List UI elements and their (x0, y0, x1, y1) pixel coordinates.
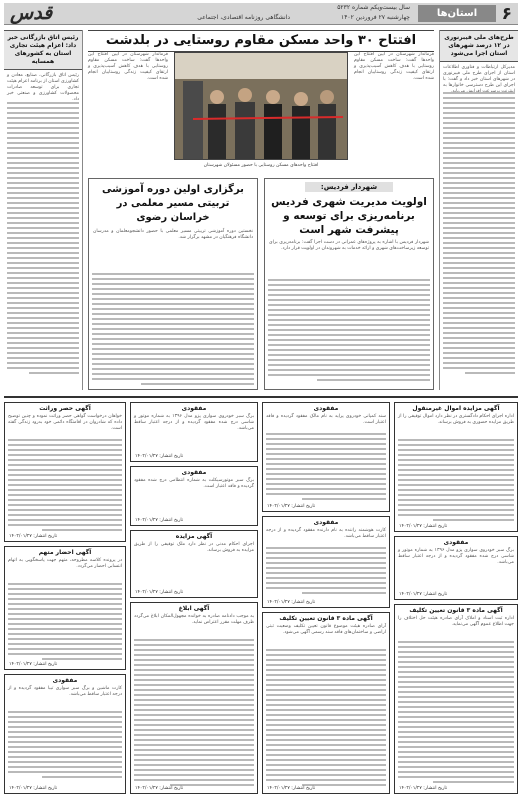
ad-2-date: تاریخ انتشار: ۱۴۰۲/۰۱/۲۷ (399, 592, 448, 597)
ad-13-body: کارت ماشین و برگ سبز سواری تیبا مفقود گردیده و از درجه اعتبار ساقط می‌باشد. (8, 686, 122, 697)
ad-11 (4, 402, 126, 542)
ad-6-body: آرای صادره هیئت موضوع قانون تعیین تکلیف وضعیت ثبتی اراضی و ساختمان‌های فاقد سند رسمی آگهی می‌شود. (266, 624, 386, 635)
main-article-body-left: فرماندار شهرستان در آیین افتتاح این واحدها گفت: ساخت مسکن مقاوم روستایی با هدف کاهش آسیب‌پذیری و ارتقای کیفیت زندگی روستاییان انجام شده است. (88, 52, 168, 81)
ad-1-title: آگهی مزایده اموال غیرمنقول (412, 405, 500, 412)
fardis-article (264, 178, 434, 390)
ad-11-title: آگهی حصر وراثت (39, 405, 91, 412)
khorasan-article (88, 178, 258, 390)
main-article-photo (174, 52, 348, 160)
ad-8-body: برگ سبز موتورسیکلت به شماره انتظامی درج شده مفقود گردیده و فاقد اعتبار است. (134, 478, 254, 489)
ad-12-date: تاریخ انتشار: ۱۴۰۲/۰۱/۲۷ (9, 662, 58, 667)
fardis-kicker: شهردار فردیس: (305, 182, 393, 192)
ad-4-body: سند کمپانی خودروی پراید به نام مالک مفقود گردیده و فاقد اعتبار است. (266, 414, 386, 425)
ad-9-date: تاریخ انتشار: ۱۴۰۲/۰۱/۲۷ (135, 590, 184, 595)
issue-number: سال بیست‌ویکم شماره ۵۲۳۲ (337, 4, 410, 11)
ad-7 (130, 402, 258, 462)
fardis-body: شهردار فردیس با اشاره به پروژه‌های عمرانی در دست اجرا گفت: برنامه‌ریزی برای توسعه زیرساخت‌های شهری و ارائه خدمات به شهروندان در اولویت قرار دارد. (269, 240, 429, 251)
ad-3 (394, 604, 518, 794)
ad-1 (394, 402, 518, 532)
ad-13-title: مفقودی (52, 677, 78, 684)
newspaper-logo: قدس (10, 2, 53, 24)
left-column-body: رئیس اتاق بازرگانی، صنایع، معادن و کشاورزی استان از برنامه اعزام هیئت تجاری برای توسعه صادرات محصولات کشاورزی و صنعتی خبر داد. (7, 73, 79, 102)
left-column-text-lines (7, 102, 79, 387)
left-column-title: رئیس اتاق بازرگانی خبر داد: اعزام هیئت تجاری استان به کشورهای همسایه (4, 30, 82, 70)
ad-10-body: به موجب دادنامه صادره به خوانده مجهول‌المکان ابلاغ می‌گردد ظرف مهلت مقرر اعتراض نماید. (134, 614, 254, 625)
tagline: دانشگاهی روزنامه اقتصادی، اجتماعی (197, 14, 290, 21)
ad-2-title: مفقودی (443, 539, 469, 546)
ad-9 (130, 530, 258, 598)
ribbon-cutting-photo (174, 53, 347, 160)
ad-10 (130, 602, 258, 794)
page-number: ۶ (501, 4, 512, 24)
ad-6-date: تاریخ انتشار: ۱۴۰۲/۰۱/۲۷ (267, 786, 316, 791)
ad-7-title: مفقودی (181, 405, 207, 412)
ad-1-date: تاریخ انتشار: ۱۴۰۲/۰۱/۲۷ (399, 524, 448, 529)
ad-4-title: مفقودی (313, 405, 339, 412)
main-article-title: افتتاح ۳۰ واحد مسکن مقاوم روستایی در بلدشت (88, 30, 434, 52)
ad-8-title: مفقودی (181, 469, 207, 476)
page-header (4, 3, 518, 25)
right-column-text-lines (443, 92, 515, 387)
ad-7-date: تاریخ انتشار: ۱۴۰۲/۰۱/۲۷ (135, 454, 184, 459)
ad-5 (262, 516, 390, 608)
ad-6-title: آگهی ماده ۳ قانون تعیین تکلیف (279, 615, 373, 622)
ad-12-title: آگهی احضار متهم (38, 549, 92, 556)
ad-3-body: اداره ثبت اسناد و املاک آرای صادره هیئت حل اختلاف را جهت اطلاع عموم آگهی می‌نماید. (398, 616, 514, 627)
ad-13 (4, 674, 126, 794)
ad-4 (262, 402, 390, 512)
section-label: استان‌ها (418, 5, 496, 22)
ad-6 (262, 612, 390, 794)
right-column-body: مدیرکل ارتباطات و فناوری اطلاعات استان از اجرای طرح ملی فیبرنوری در شهرهای استان خبر داد و گفت: با اجرای این طرح دسترسی خانوارها به (443, 65, 515, 88)
ad-13-date: تاریخ انتشار: ۱۴۰۲/۰۱/۲۷ (9, 786, 58, 791)
ad-10-title: آگهی ابلاغ (178, 605, 210, 612)
ad-10-date: تاریخ انتشار: ۱۴۰۲/۰۱/۲۷ (135, 786, 184, 791)
ad-2-body: برگ سبز خودروی سواری پژو مدل ۱۳۹۶ به شماره موتور و شاسی درج شده مفقود گردیده و از درجه اعتبار ساقط می‌باشد. (398, 548, 514, 565)
ad-8 (130, 466, 258, 526)
left-column-article (4, 30, 83, 390)
ad-4-date: تاریخ انتشار: ۱۴۰۲/۰۱/۲۷ (267, 504, 316, 509)
classified-ads-section (4, 396, 518, 794)
ad-5-title: مفقودی (313, 519, 339, 526)
right-column-article (439, 30, 518, 390)
ad-9-title: آگهی مزایده (175, 533, 213, 540)
ad-12-body: در پرونده کلاسه مطروحه، متهم جهت پاسخگویی به اتهام انتسابی احضار می‌گردد. (8, 558, 122, 569)
ad-7-body: برگ سبز خودروی سواری پژو مدل ۱۳۹۶ به شماره موتور و شاسی درج شده مفقود گردیده و از درجه اعتبار ساقط می‌باشد. (134, 414, 254, 431)
ad-2 (394, 536, 518, 600)
ad-8-date: تاریخ انتشار: ۱۴۰۲/۰۱/۲۷ (135, 518, 184, 523)
right-column-title: طرح‌های ملی فیبرنوری در ۱۲ درصد شهرهای استان اجرا می‌شود (440, 30, 518, 62)
khorasan-title: برگزاری اولین دوره آموزشی تربیتی مسیر معلمی در خراسان رضوی (102, 184, 244, 223)
main-article-caption: افتتاح واحدهای مسکن روستایی با حضور مسئولان شهرستان (203, 163, 319, 168)
ad-9-body: اجرای احکام مدنی در نظر دارد ملک توقیفی را از طریق مزایده به فروش برساند. (134, 542, 254, 553)
fardis-text-lines (268, 279, 430, 386)
main-article (88, 30, 434, 176)
ad-1-body: اداره اجرای احکام دادگستری در نظر دارد اموال توقیفی را از طریق مزایده حضوری به فروش برساند. (398, 414, 514, 425)
ad-11-body: خواهان درخواست گواهی حصر وراثت نموده و چنین توضیح داده که شادروان در اقامتگاه دائمی خود بدرود زندگی گفته است. (8, 414, 122, 431)
ad-11-date: تاریخ انتشار: ۱۴۰۲/۰۱/۲۷ (9, 534, 58, 539)
ad-5-body: کارت هوشمند راننده به نام دارنده مفقود گردیده و از درجه اعتبار ساقط می‌باشد. (266, 528, 386, 539)
khorasan-body: نخستین دوره آموزشی تربیتی مسیر معلمی با حضور دانشجومعلمان و مدرسان دانشگاه فرهنگیان در مشهد برگزار شد. (93, 229, 253, 240)
fardis-title: اولویت مدیریت شهری فردیس برنامه‌ریزی برای توسعه و پیشرفت شهر است (271, 196, 427, 236)
khorasan-text-lines (92, 273, 254, 386)
main-article-body: فرماندار شهرستان در آیین افتتاح این واحدها گفت: ساخت مسکن مقاوم روستایی با هدف کاهش آسیب‌پذیری و ارتقای کیفیت زندگی روستاییان انجام شده است. (354, 52, 434, 81)
issue-date: چهارشنبه ۲۷ فروردین ۱۴۰۲ (340, 14, 410, 21)
ad-12 (4, 546, 126, 670)
ad-3-date: تاریخ انتشار: ۱۴۰۲/۰۱/۲۷ (399, 786, 448, 791)
ad-5-date: تاریخ انتشار: ۱۴۰۲/۰۱/۲۷ (267, 600, 316, 605)
ad-3-title: آگهی ماده ۳ قانون تعیین تکلیف (409, 607, 503, 614)
